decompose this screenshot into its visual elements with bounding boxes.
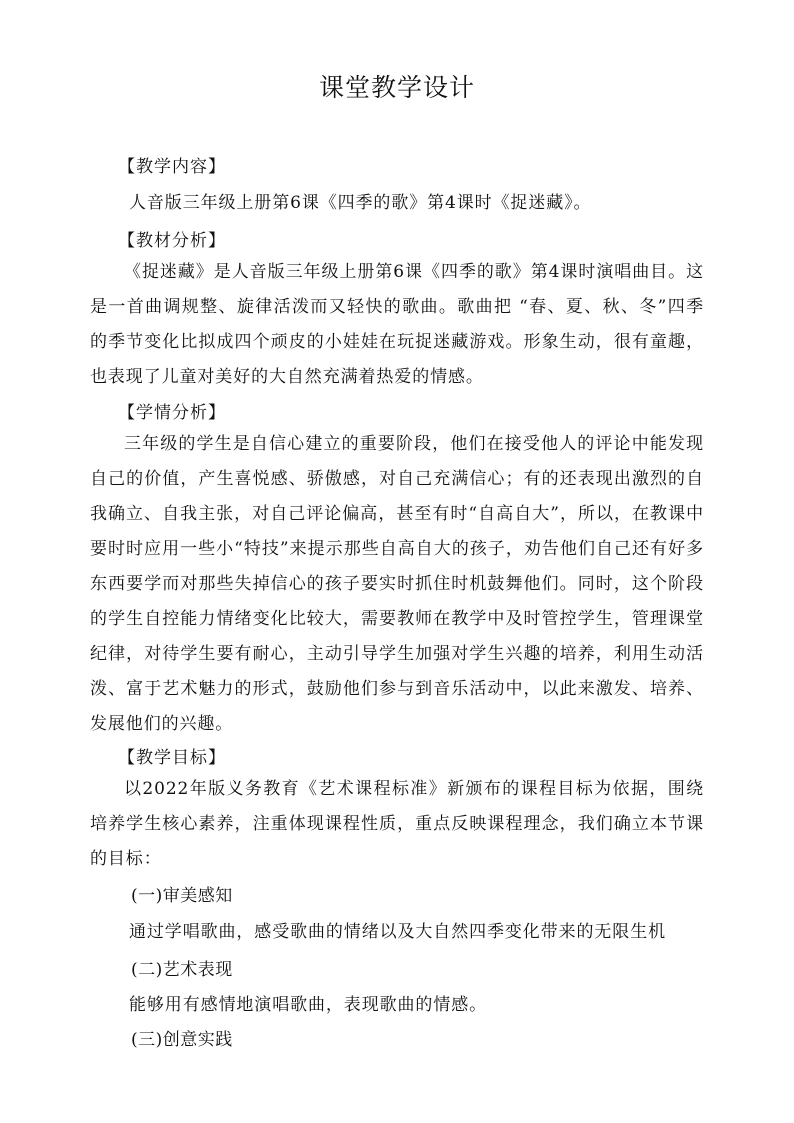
students-paragraph: 三年级的学生是自信心建立的重要阶段，他们在接受他人的评论中能发现自己的价值，产生喜悦感、骄傲感，对自己充满信心；有的还表现出激烈的自我确立、自我主张，对自己评论偏高，甚至有时“自高自大”，所以，在教课中要时时应用一些小“特技”来提示那些自高自大的孩子，劝告他们自己还有好多东西要学而对那些失掉信心的孩子要实时抓住时机鼓舞他们。同时，这个阶段的学生自控能力情绪变化比较大，需要教师在教学中及时管控学生，管理课堂纪律，对待学生要有耐心，主动引导学生加强对学生兴趣的培养，利用生动活泼、富于艺术魅力的形式，鼓励他们参与到音乐活动中，以此来激发、培养、发展他们的兴趣。 [90,434,704,734]
material-paragraph: 《捉迷藏》是人音版三年级上册第6课《四季的歌》第4课时演唱曲目。这是一首曲调规整、旋律活泼而又轻快的歌曲。歌曲把 “春、夏、秋、冬”四季的季节变化比拟成四个顽皮的小娃娃在玩捉迷藏游戏。形象生动，很有童趣，也表现了儿童对美好的大自然充满着热爱的情感。 [90,262,704,387]
goal-item-text: 通过学唱歌曲，感受歌曲的情绪以及大自然四季变化带来的无限生机 [129,922,666,942]
goal-item-label: (二)艺术表现 [131,960,233,980]
goal-item-label: (三)创意实践 [131,1030,233,1050]
goal-item-label: (一)审美感知 [131,886,233,906]
goal-item-text: 能够用有感情地演唱歌曲，表现歌曲的情感。 [129,995,487,1015]
goals-paragraph: 以2022年版义务教育《艺术课程标准》新颁布的课程目标为依据，围绕培养学生核心素养，注重体现课程性质，重点反映课程理念，我们确立本节课的目标： [90,779,704,869]
section-heading-material: 【教材分析】 [118,231,226,251]
section-heading-goals: 【教学目标】 [118,748,226,768]
content-text: 人音版三年级上册第6课《四季的歌》第4课时《捉迷藏》。 [129,193,592,213]
section-heading-students: 【学情分析】 [118,403,226,423]
page-title: 课堂教学设计 [318,73,475,102]
section-heading-content: 【教学内容】 [118,157,226,177]
